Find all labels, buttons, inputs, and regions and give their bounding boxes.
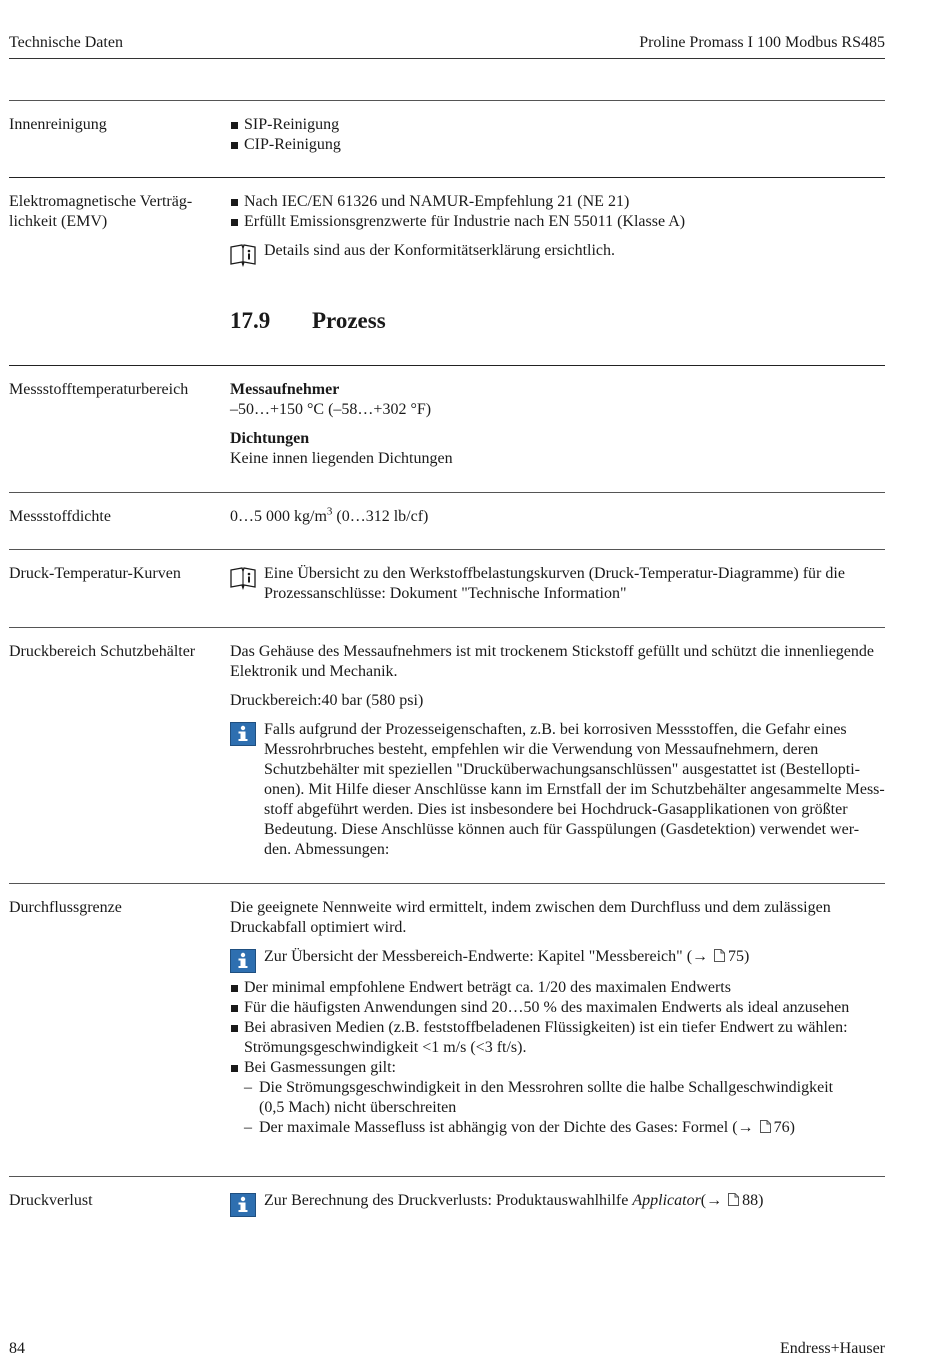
note-line: onen). Mit Hilfe dieser Anschlüsse kann im Ernstfall der im Schutzbehälter angesammelte Mess- (264, 781, 885, 798)
row-label: Messstofftemperaturbereich (9, 381, 189, 398)
page-reference-link[interactable]: 88) (742, 1192, 764, 1209)
info-icon (230, 949, 256, 973)
note-text: Zur Übersicht der Messbereich-Endwerte: Kapitel "Messbereich" (→ (264, 948, 709, 965)
page-header (9, 33, 885, 55)
note-line: Bedeutung. Diese Anschlüsse können auch für Gasspülungen (Gasdetektion) verwendet wer- (264, 821, 860, 838)
body-line: Das Gehäuse des Messaufnehmers ist mit trockenem Stickstoff gefüllt und schützt die innenliegende (230, 643, 874, 660)
list-item-line: Strömungsgeschwindigkeit <1 m/s (<3 ft/s). (244, 1039, 527, 1056)
density-exponent: 3 (326, 505, 333, 518)
density-range (230, 505, 429, 525)
row-label: Druck-Temperatur-Kurven (9, 565, 181, 582)
body-line: Druckabfall optimiert wird. (230, 919, 407, 936)
bullet-list (230, 192, 885, 232)
row-content (230, 115, 885, 155)
note-line: Eine Übersicht zu den Werkstoffbelastungskurven (Druck-Temperatur-Diagramme) für die (264, 565, 845, 582)
info-icon (230, 722, 256, 746)
row-content (230, 898, 885, 1138)
row-content (230, 507, 885, 527)
list-item: Nach IEC/EN 61326 und NAMUR-Empfehlung 21 (NE 21) (230, 192, 885, 212)
body-line: Elektronik und Mechanik. (230, 663, 398, 680)
note-line: Prozessanschlüsse: Dokument "Technische Information" (264, 585, 627, 602)
header-section-title: Technische Daten (9, 34, 123, 51)
list-item (230, 1078, 885, 1118)
note-line: Falls aufgrund der Prozesseigenschaften, z.B. bei korrosiven Messstoffen, die Gefahr eines (264, 721, 847, 738)
row-messstoffdichte (9, 492, 885, 548)
list-item: Bei Gasmessungen gilt: (230, 1058, 885, 1078)
page-reference-icon (728, 1193, 739, 1206)
row-label: Durchflussgrenze (9, 899, 122, 916)
row-innenreinigung (9, 100, 885, 176)
book-info-icon (230, 566, 256, 590)
page-reference-icon (760, 1120, 771, 1133)
note-line: Schutzbehälter mit speziellen "Drucküberwachungsanschlüssen" ausgestattet ist (Bestellopti- (264, 761, 861, 778)
chapter-number: 17.9 (230, 308, 271, 333)
row-label: Druckbereich Schutzbehälter (9, 643, 196, 660)
row-content (230, 642, 885, 860)
page-number: 84 (9, 1340, 25, 1357)
note-text: Zur Berechnung des Druckverlusts: Produktauswahlhilfe (264, 1192, 629, 1209)
row-messstofftemperatur (9, 365, 885, 491)
density-imperial: (0…312 lb/cf) (332, 508, 429, 525)
header-divider (9, 58, 885, 59)
list-item: Erfüllt Emissionsgrenzwerte für Industrie nach EN 55011 (Klasse A) (230, 212, 885, 232)
row-durchflussgrenze (9, 883, 885, 1175)
info-icon (230, 1193, 256, 1217)
list-item-line: (0,5 Mach) nicht überschreiten (259, 1099, 457, 1116)
list-item (230, 1118, 885, 1138)
density-value: 0…5 000 kg/m (230, 508, 327, 525)
bullet-list (230, 115, 885, 155)
list-item-line: Bei abrasiven Medien (z.B. feststoffbeladenen Flüssigkeiten) ist ein tiefer Endwert zu wählen: (244, 1019, 848, 1036)
temperature-range: –50…+150 °C (–58…+302 °F) (230, 401, 432, 418)
row-content (230, 564, 885, 604)
list-item: Für die häufigsten Anwendungen sind 20…50 % des maximalen Endwerts als ideal anzusehen (230, 998, 885, 1018)
body-line: Die geeignete Nennweite wird ermittelt, indem zwischen dem Durchfluss und dem zulässigen (230, 899, 831, 916)
subheading-messaufnehmer: Messaufnehmer (230, 381, 340, 398)
note-line: den. Abmessungen: (264, 841, 390, 858)
row-druckverlust (9, 1176, 885, 1237)
row-label-line: Elektromagnetische Verträg- (9, 193, 193, 210)
row-emv (9, 177, 885, 278)
document-note (230, 564, 885, 604)
row-label (9, 192, 219, 232)
chapter-heading (230, 308, 386, 334)
brand-name: Endress+Hauser (780, 1340, 885, 1357)
list-item: CIP-Reinigung (230, 135, 885, 155)
list-item-line: – Die Strömungsgeschwindigkeit in den Messrohren sollte die halbe Schallgeschwindigkeit (259, 1079, 834, 1096)
list-item-text: Der maximale Massefluss ist abhängig von der Dichte des Gases: Formel (→ (259, 1119, 754, 1136)
subheading-dichtungen: Dichtungen (230, 430, 310, 447)
document-note (230, 241, 885, 261)
pressure-range: Druckbereich:40 bar (580 psi) (230, 692, 424, 709)
row-label: Messstoffdichte (9, 508, 111, 525)
chapter-title: Prozess (312, 308, 386, 333)
page-reference-link[interactable]: 75) (728, 948, 750, 965)
note-line: stoff abgeführt werden. Dies ist insbesondere bei Hochdruck-Gasapplikationen von größter (264, 801, 848, 818)
list-item (230, 1018, 885, 1058)
book-info-icon (230, 243, 256, 267)
info-note (230, 947, 885, 967)
info-note (230, 1191, 885, 1211)
list-item: Der minimal empfohlene Endwert beträgt ca. 1/20 des maximalen Endwerts (230, 978, 885, 998)
list-item: SIP-Reinigung (230, 115, 885, 135)
seal-info: Keine innen liegenden Dichtungen (230, 450, 453, 467)
applicator-tool-name: Applicator (632, 1192, 701, 1209)
note-text: Details sind aus der Konformitätserklärung ersichtlich. (264, 242, 616, 259)
row-label-line: lichkeit (EMV) (9, 213, 108, 230)
info-note (230, 720, 885, 860)
row-druck-temperatur-kurven (9, 549, 885, 626)
header-product-name: Proline Promass I 100 Modbus RS485 (639, 34, 885, 51)
row-label: Innenreinigung (9, 116, 107, 133)
bullet-list (230, 978, 885, 1078)
row-content (230, 1191, 885, 1211)
page-reference-link[interactable]: 76) (773, 1119, 795, 1136)
note-arrow: (→ (700, 1192, 723, 1209)
row-label: Druckverlust (9, 1192, 93, 1209)
row-content (230, 380, 885, 469)
row-content (230, 192, 885, 261)
note-line: Messrohrbruches besteht, empfehlen wir die Verwendung von Messaufnehmern, deren (264, 741, 819, 758)
dash-list (230, 1078, 885, 1138)
row-druckbereich-schutzbehaelter (9, 627, 885, 883)
page-reference-icon (714, 949, 725, 962)
